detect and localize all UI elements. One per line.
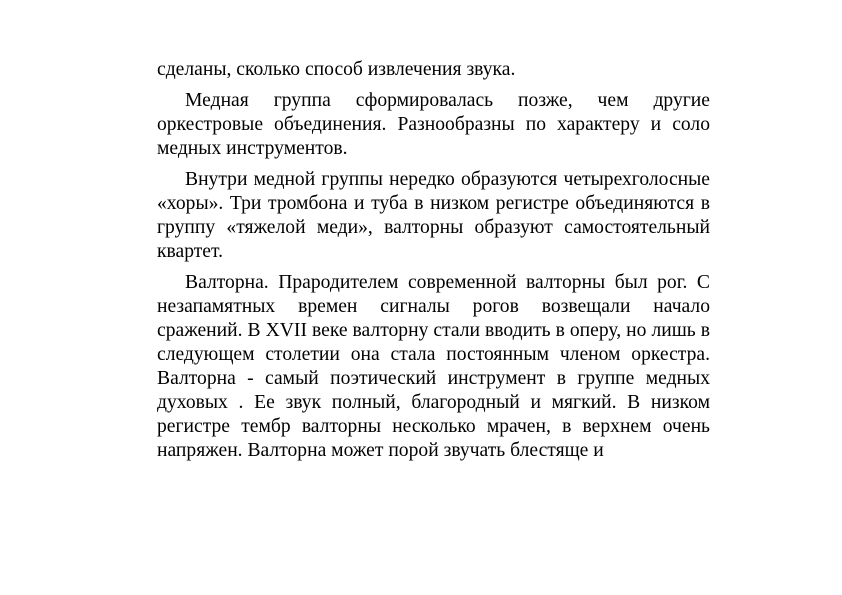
paragraph-brass-group: Медная группа сформировалась позже, чем другие оркестровые объединения. Разнообразны по характеру и соло медных инструментов. (157, 90, 710, 159)
document-body (157, 58, 710, 463)
paragraph-brass-choirs: Внутри медной группы нередко образуются четырехголосные «хоры». Три тромбона и туба в низком регистре объединяются в группу «тяжелой меди», валторны образуют самостоятельный квартет. (157, 169, 710, 262)
paragraph-continuation: сделаны, сколько способ извлечения звука. (157, 59, 516, 80)
paragraph-french-horn: Валторна. Прародителем современной валторны был рог. С незапамятных времен сигналы рогов возвещали начало сражений. В XVII веке валторну стали вводить в оперу, но лишь в следующем столетии она стала постоянным членом оркестра. Валторна - самый поэтический инструмент в группе медных духовых . Ее звук полный, благородный и мягкий. В низком регистре тембр валторны несколько мрачен, в верхнем очень напряжен. Валторна может порой звучать блестяще и (157, 272, 710, 461)
